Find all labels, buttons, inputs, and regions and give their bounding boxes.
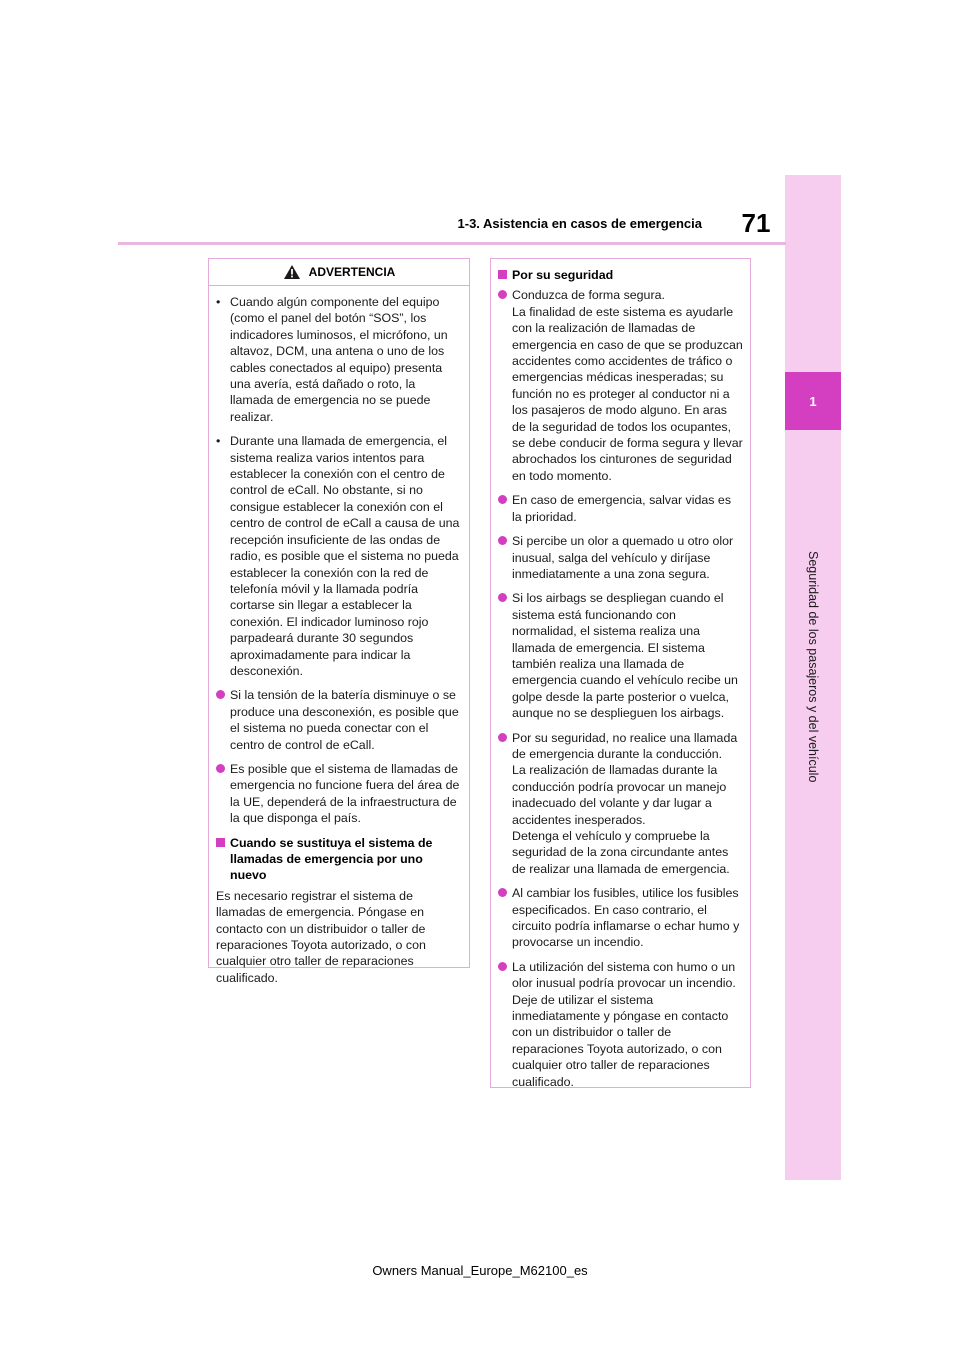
side-chapter-number: 1 (785, 372, 841, 430)
magenta-dot-icon (498, 888, 507, 897)
warning-box (208, 258, 470, 985)
safety-item (498, 730, 743, 878)
magenta-dot-icon (498, 536, 507, 545)
side-chapter-title: Seguridad de los pasajeros y del vehículo (806, 551, 820, 783)
replace-paragraph: Es necesario registrar el sistema de llamadas de emergencia. Póngase en contacto con un distribuidor o taller de reparaciones Toyota autorizado, o con cualquier otro taller de reparaciones cualificado. (216, 888, 426, 985)
page-number: 71 (741, 208, 771, 238)
safety-item-text: En caso de emergencia, salvar vidas es la prioridad. (512, 493, 732, 524)
magenta-dot-icon (498, 495, 507, 504)
warning-dash-item (216, 294, 462, 425)
replace-heading-text: Cuando se sustituya el sistema de llamadas de emergencia por uno nuevo (230, 835, 433, 883)
safety-item-text: Si los airbags se despliegan cuando el sistema está funcionando con normalidad, el sistema realiza una llamada de emergencia. El sistema también realiza una llamada de emergencia cuando el vehículo recibe un golpe desde la parte posterior o vuelca, aunque no se desplieguen los airbags. (512, 591, 738, 721)
section-title: 1-3. Asistencia en casos de emergencia (457, 216, 702, 231)
safety-item-text: Conduzca de forma segura. La finalidad de este sistema es ayudarle con la realización de llamadas de emergencia en caso de que se produzcan accidentes como accidentes de tráfico o emergencias médicas inesperadas; su función no es proteger al conductor ni a los pasajeros de modo alguno. En aras de la seguridad de todos los ocupantes, se debe conducir de forma segura y llevar abrochados los cinturones de seguridad en todo momento. (512, 288, 743, 483)
warning-box-header (209, 259, 469, 286)
magenta-dot-icon (498, 593, 507, 602)
replace-heading (216, 835, 462, 884)
dash-bullet: • (216, 434, 221, 449)
safety-heading (498, 267, 743, 283)
safety-heading-text: Por su seguridad (512, 268, 614, 282)
safety-item-text: Al cambiar los fusibles, utilice los fusibles especificados. En caso contrario, el circuito podría inflamarse o echar humo y provocarse un incendio. (512, 886, 740, 950)
footer-manual-id: Owners Manual_Europe_M62100_es (372, 1263, 588, 1278)
warning-triangle-icon (283, 264, 301, 280)
safety-item (498, 533, 743, 582)
magenta-dot-icon (498, 733, 507, 742)
magenta-dot-icon (216, 690, 225, 699)
warning-dot-text: Es posible que el sistema de llamadas de emergencia no funcione fuera del área de la UE, dependerá de la infraestructura de la que disponga el país. (230, 761, 460, 826)
warning-dash-item (216, 433, 462, 679)
header-rule (118, 242, 786, 245)
warning-dash-text: Cuando algún componente del equipo (como el panel del botón “SOS”, los indicadores luminosos, el micrófono, un altavoz, DCM, una antena o uno de los cables conectados al equipo) presenta una avería, está dañado o roto, la llamada de emergencia no se puede realizar. (230, 295, 448, 424)
safety-item (498, 492, 743, 525)
side-chapter-title-area (785, 432, 841, 902)
warning-dash-text: Durante una llamada de emergencia, el sistema realiza varios intentos para establecer la conexión con el centro de control de eCall. No obstante, si no consigue establecer la conexión con el centro de control de eCall a causa de una recepción insuficiente de las ondas de radio, es posible que el sistema no pueda establecer la conexión con la red de telefonía móvil y la llamada podría cortarse sin llegar a establecer la conexión. El indicador luminoso rojo parpadeará durante 30 segundos aproximadamente para indicar la desconexión. (230, 434, 460, 678)
warning-dot-text: Si la tensión de la batería disminuye o se produce una desconexión, es posible que el sistema no pueda conectar con el centro de control de eCall. (230, 688, 459, 752)
warning-dot-item (216, 761, 462, 827)
safety-item (498, 885, 743, 951)
magenta-dot-icon (498, 962, 507, 971)
safety-item (498, 959, 743, 1090)
warning-dot-item (216, 687, 462, 753)
safety-item (498, 590, 743, 721)
safety-box (490, 258, 751, 1088)
safety-item (498, 287, 743, 484)
safety-item-text: La utilización del sistema con humo o un olor inusual podría provocar un incendio. Deje de utilizar el sistema inmediatamente y póngase en contacto con un distribuidor o taller de reparaciones Toyota autorizado, o con cualquier otro taller de reparaciones cualificado. (512, 959, 736, 1089)
magenta-square-icon (216, 838, 225, 847)
dash-bullet: • (216, 295, 221, 309)
magenta-dot-icon (498, 290, 507, 299)
magenta-square-icon (498, 270, 507, 279)
magenta-dot-icon (216, 764, 225, 773)
safety-item-text: Por su seguridad, no realice una llamada de emergencia durante la conducción. La realización de llamadas durante la conducción podría provocar un manejo inadecuado del volante y dar lugar a accidentes inesperados. Detenga el vehículo y compruebe la seguridad de la zona circundante antes de realizar una llamada de emergencia. (512, 730, 738, 876)
safety-item-text: Si percibe un olor a quemado u otro olor inusual, salga del vehículo y diríjase inmediatamente a una zona segura. (512, 534, 734, 581)
warning-title: ADVERTENCIA (308, 264, 396, 279)
